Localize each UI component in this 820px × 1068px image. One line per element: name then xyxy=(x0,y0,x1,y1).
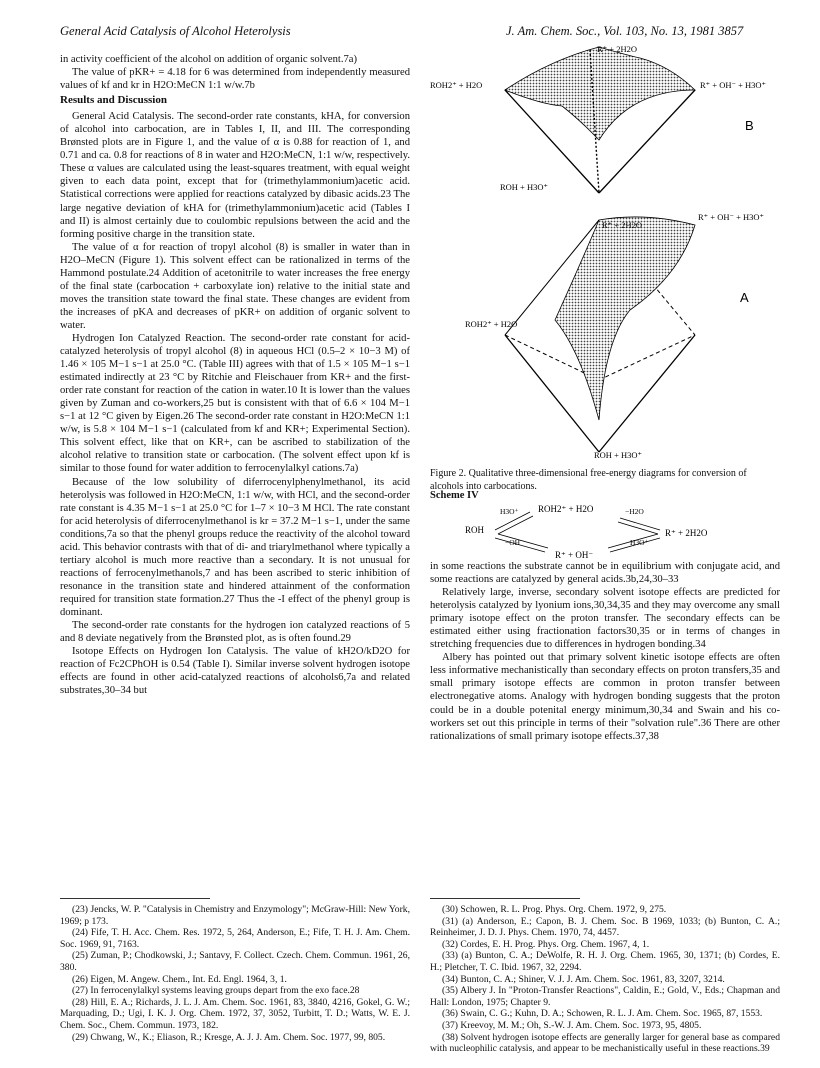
footnote-rule-right xyxy=(430,898,580,899)
panel-a-edge-bottom-right xyxy=(599,335,695,452)
references-right xyxy=(430,904,780,1055)
figure-2-panel-a xyxy=(465,212,764,460)
reference: (31) (a) Anderson, E.; Capon, B. J. Chem. Soc. B 1969, 1033; (b) Bunton, C. A.; Reinheimer, J. D. J. Phys. Chem. 1970, 74, 4457. xyxy=(430,915,780,939)
scheme-title: Scheme IV xyxy=(430,490,479,501)
figure-2-caption: Figure 2. Qualitative three-dimensional free-energy diagrams for conversion of alcohols into carbocations. xyxy=(430,468,747,492)
scheme-roh2: ROH2⁺ + H2O xyxy=(538,504,594,514)
scheme-minus-h2o: −H2O xyxy=(625,507,644,516)
panel-b-top-label: R⁺ + 2H2O xyxy=(597,44,637,54)
scheme-h3o-1: H3O⁺ xyxy=(500,507,519,516)
panel-b-right-label: R⁺ + OH⁻ + H3O⁺ xyxy=(700,80,767,90)
reference: (35) Albery J. In "Proton-Transfer Reactions", Caldin, E.; Gold, V., Eds.; Chapman and Hall: London, 1975; Chapter 9. xyxy=(430,985,780,1008)
left-column xyxy=(60,53,410,697)
reference: (27) In ferrocenylalkyl systems leaving groups depart from the exo face.28 xyxy=(72,985,360,997)
panel-a-label: A xyxy=(740,290,749,305)
reference: (37) Kreevoy, M. M.; Oh, S.-W. J. Am. Chem. Soc. 1973, 95, 4805. xyxy=(442,1019,702,1031)
footnote-rule-left xyxy=(60,898,210,899)
paragraph: in activity coefficient of the alcohol on addition of organic solvent.7a) xyxy=(60,54,358,65)
references-left xyxy=(60,904,410,1043)
paragraph: in some reactions the substrate cannot be in equilibrium with conjugate acid, and some reactions are catalyzed by general acids.3b,24,30–33 xyxy=(430,561,780,586)
reference: (28) Hill, E. A.; Richards, J. L. J. Am. Chem. Soc. 1961, 83, 3840, 4216, Gokel, G. W.; Marquading, D.; Ugi, I. K. J. Org. Chem. 1972, 37, 3052, Turbitt, T. D.; Watts, W. E. J. Chem. Soc., Chem. Commun. 1973, 182. xyxy=(60,996,410,1031)
scheme-iv xyxy=(460,500,760,560)
paragraph: Albery has pointed out that primary solvent kinetic isotope effects are often less informative mechanistically than secondary effects on proton transfers,35 and small primary isotope effects are common in proton transfer between electronegative atoms. Analogy with hydrogen bonding suggests that the proton could be in a double potenital energy minimum,30,34 and Swain and his co-workers set out this principle in terms of their "solvation rule".36 There are other rationalizations of small primary isotope effects.37,38 xyxy=(430,652,780,742)
running-header-left: General Acid Catalysis of Alcohol Heterolysis xyxy=(60,24,291,38)
reference: (24) Fife, T. H. Acc. Chem. Res. 1972, 5, 264, Anderson, E.; Fife, T. H. J. Am. Chem. Soc. 1969, 91, 7163. xyxy=(60,927,410,950)
scheme-r-2h2o: R⁺ + 2H2O xyxy=(665,528,708,538)
scheme-minus-oh: −OH⁻ xyxy=(505,538,525,547)
panel-a-left-label: ROH2⁺ + H2O xyxy=(465,319,518,329)
paragraph: The second-order rate constants for the hydrogen ion catalyzed reactions of 5 and 8 deviate negatively from the Brønsted plot, as is often found.29 xyxy=(60,620,410,645)
paragraph: The value of pKR+ = 4.18 for 6 was determined from independently measured values of kf and kr in H2O:MeCN 1:1 w/w.7b xyxy=(60,67,410,92)
panel-b-surface xyxy=(505,47,695,140)
scheme-h3o-2: H3O⁺ xyxy=(630,538,649,547)
panel-b-label: B xyxy=(745,118,754,133)
reference: (29) Chwang, W., K.; Eliason, R.; Kresge, A. J. J. Am. Chem. Soc. 1977, 99, 805. xyxy=(72,1031,386,1043)
paragraph: Hydrogen Ion Catalyzed Reaction. The second-order rate constant for acid-catalyzed heterolysis of tropyl alcohol (8) in aqueous HCl (0.5–2 × 10−3 M) of 1.46 × 105 M−1 s−1 at 25.0 °C. (Table III) agrees with that of 1.5 × 105 M−1 s−1 estimated indirectly at 23 °C by Ritchie and Fleischauer from KR+ and the first-order rate constant for reaction of the cation in water.10 It is lower than the values given by Zuman and co-workers,25 but is consistent with that of 6.6 × 104 M−1 s−1 at 12 °C given by Eigen.26 The second-order rate constant in H2O:MeCN 1:1 w/w, is 5.8 × 104 M−1 s−1 (calculated from kf and KR+; Experimental Section). This solvent effect, like that on KR+, can be ascribed to stabilization of the alcohol relative to transition state or carbocation. (The solvent effect upon kf is similar to those found for water addition to ferrocenylalkyl cations.7a) xyxy=(60,332,410,475)
reference: (23) Jencks, W. P. "Catalysis in Chemistry and Enzymology"; McGraw-Hill: New York, 1969; p 173. xyxy=(60,904,410,927)
reference: (26) Eigen, M. Angew. Chem., Int. Ed. Engl. 1964, 3, 1. xyxy=(72,973,287,985)
reference: (32) Cordes, E. H. Prog. Phys. Org. Chem. 1967, 4, 1. xyxy=(442,938,650,950)
section-heading: Results and Discussion xyxy=(60,94,167,107)
panel-a-bottom-label: ROH + H3O⁺ xyxy=(594,450,643,460)
running-header-right: J. Am. Chem. Soc., Vol. 103, No. 13, 1981 3857 xyxy=(506,24,744,38)
scheme-r-oh: R⁺ + OH⁻ xyxy=(555,550,594,560)
scheme-roh: ROH xyxy=(465,525,485,535)
paragraph: The value of α for reaction of tropyl alcohol (8) is smaller in water than in H2O–MeCN (Figure 1). This solvent effect can be rationalized in terms of the Hammond postulate.24 Addition of acetonitrile to water increases the free energy of the final state (carbocation + carboxylate ion) relative to the initial state and moves the transition state toward the final state. These changes are evident from the increases of pKA and decreases of pKR+ on addition of organic solvent to water. xyxy=(60,241,410,331)
reference: (25) Zuman, P.; Chodkowski, J.; Santavy, F. Collect. Czech. Chem. Commun. 1961, 26, 380. xyxy=(60,950,410,973)
panel-a-right-label: R⁺ + OH⁻ + H3O⁺ xyxy=(698,212,765,222)
reference: (38) Solvent hydrogen isotope effects are generally larger for general base as compared with nucleophilic catalysis, and appear to be mechanistically useful in these reactions.39 xyxy=(430,1031,780,1055)
reference: (34) Bunton, C. A.; Shiner, V. J. J. Am. Chem. Soc. 1961, 83, 3207, 3214. xyxy=(442,973,725,985)
paragraph: Isotope Effects on Hydrogen Ion Catalysis. The value of kH2O/kD2O for reaction of Fc2CPhOH is 0.54 (Table I). Similar inverse solvent hydrogen isotope effects are found in other acid-catalyzed reactions of alcohols6,7a and related substrates,30–34 but xyxy=(60,646,410,697)
reference: (30) Schowen, R. L. Prog. Phys. Org. Chem. 1972, 9, 275. xyxy=(442,904,667,915)
figure-2 xyxy=(430,40,780,460)
paragraph: General Acid Catalysis. The second-order rate constants, kHA, for conversion of alcohol into carbocation, are in Tables I, II, and III. The corresponding Brønsted plots are in Figure 1, and the value of α is 0.88 for reaction of 1, and 0.71 and ca. 0.8 for reactions of 8 in water and H2O:MeCN, 1:1 w/w, respectively. These α values are calculated using the least-squares treatment, with equal weight given to each data point, except that for (trimethylammonium)acetic acid. Statistical corrections were applied for reactions catalyzed by dibasic acids.23 The large negative deviation of kHA for (trimethylammonium)acetic acid (Tables I and II) is almost certainly due to coulombic repulsions between the acid and the forming positive charge in the transition state. xyxy=(60,111,410,240)
right-column xyxy=(430,560,780,743)
reference: (33) (a) Bunton, C. A.; DeWolfe, R. H. J. Org. Chem. 1965, 30, 1371; (b) Cordes, E. H.; Pletcher, T. C. Ibid. 1967, 32, 2294. xyxy=(430,950,780,973)
reference: (36) Swain, C. G.; Kuhn, D. A.; Schowen, R. L. J. Am. Chem. Soc. 1965, 87, 1553. xyxy=(442,1008,763,1020)
figure-2-panel-b xyxy=(430,44,766,193)
panel-a-top-label: R⁺ + 2H2O xyxy=(602,220,642,230)
paragraph: Because of the low solubility of diferrocenylphenylmethanol, its acid heterolysis was followed in H2O:MeCN, 1:1 w/w, with HCl, and the second-order rate constant is 4.35 M−1 s−1 at 25.0 °C for 1–7 × 10−3 M HCl. The rate constant for acid heterolysis of diferrocenylmethanol is kr = 37.2 M−1 s−1, under the same conditions,7a so that the phenyl groups reduce the reactivity of the alcohol toward acid. This behavior contrasts with that of di- and triarylmethanol where typically a tertiary alcohol is much more reactive than a secondary. It is not unusual for reactions of ferrocenylmethanols,7 and has been ascribed to steric inhibition of resonance in the transition state and hindered attainment of the conformation required for transition state formation.27 Thus the -I effect of the phenyl group is dominant. xyxy=(60,476,410,618)
panel-b-left-label: ROH2⁺ + H2O xyxy=(430,80,483,90)
paragraph: Relatively large, inverse, secondary solvent isotope effects are predicted for heterolysis catalyzed by lyonium ions,30,34,35 and they may overcome any small primary isotope effect on the proton transfer. The secondary effects can be estimated either using fractionation factors30,35 or in terms of changes in stretching frequencies due to differences in hydrogen bonding.34 xyxy=(430,587,780,651)
panel-b-bottom-label: ROH + H3O⁺ xyxy=(499,182,549,192)
